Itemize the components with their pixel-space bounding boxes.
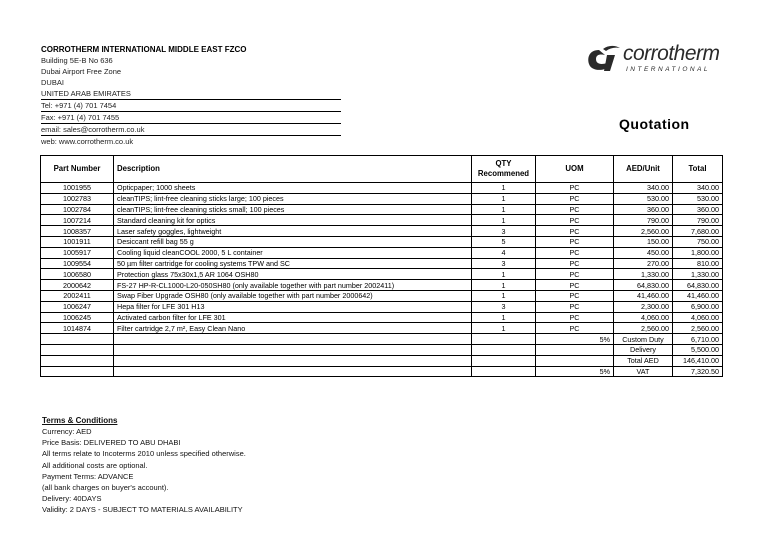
cell-uom: PC: [536, 301, 614, 312]
cell-part-number: 1001911: [41, 236, 114, 247]
cell-qty: 1: [472, 290, 536, 301]
cell-aed-unit: 340.00: [614, 183, 673, 194]
terms-line: All additional costs are optional.: [42, 460, 148, 470]
company-name: CORROTHERM INTERNATIONAL MIDDLE EAST FZCO: [41, 45, 247, 54]
cell-total: 2,560.00: [673, 323, 723, 334]
cell-part-number: 1006247: [41, 301, 114, 312]
cell-aed-unit: 360.00: [614, 204, 673, 215]
cell-description: 50 µm filter cartridge for cooling systems TPW and SC: [114, 258, 472, 269]
cell-qty: 1: [472, 323, 536, 334]
cell-aed-unit: 530.00: [614, 193, 673, 204]
cell-part-number: 1005917: [41, 247, 114, 258]
table-row: [41, 183, 723, 194]
cell-total: 7,680.00: [673, 226, 723, 237]
empty-cell: [41, 355, 114, 366]
summary-value: 5,500.00: [673, 344, 723, 355]
cell-qty: 3: [472, 226, 536, 237]
cell-description: Standard cleaning kit for optics: [114, 215, 472, 226]
cell-part-number: 1002784: [41, 204, 114, 215]
cell-description: Cooling liquid cleanCOOL 2000, 5 L container: [114, 247, 472, 258]
logo-sub-text: INTERNATIONAL: [626, 66, 711, 73]
cell-part-number: 1006245: [41, 312, 114, 323]
cell-uom: PC: [536, 183, 614, 194]
table-row: [41, 236, 723, 247]
summary-label: Total AED: [614, 355, 673, 366]
table-row: [41, 204, 723, 215]
cell-description: Activated carbon filter for LFE 301: [114, 312, 472, 323]
empty-cell: [114, 366, 472, 377]
summary-percent: 5%: [536, 366, 614, 377]
cell-description: Laser safety goggles, lightweight: [114, 226, 472, 237]
cell-part-number: 1007214: [41, 215, 114, 226]
cell-uom: PC: [536, 258, 614, 269]
cell-total: 6,900.00: [673, 301, 723, 312]
cell-aed-unit: 150.00: [614, 236, 673, 247]
cell-qty: 5: [472, 236, 536, 247]
cell-aed-unit: 64,830.00: [614, 280, 673, 291]
summary-percent: [536, 355, 614, 366]
empty-cell: [472, 344, 536, 355]
summary-row: [41, 355, 723, 366]
cell-aed-unit: 2,300.00: [614, 301, 673, 312]
cell-part-number: 2000642: [41, 280, 114, 291]
cell-uom: PC: [536, 193, 614, 204]
cell-uom: PC: [536, 269, 614, 280]
table-row: [41, 280, 723, 291]
cell-qty: 1: [472, 269, 536, 280]
summary-row: [41, 366, 723, 377]
empty-cell: [114, 334, 472, 345]
company-address-line: Building 5E-B No 636: [41, 56, 113, 65]
cell-qty: 3: [472, 258, 536, 269]
col-header-total: Total: [673, 156, 723, 183]
cell-uom: PC: [536, 312, 614, 323]
summary-row: [41, 334, 723, 345]
table-row: [41, 247, 723, 258]
cell-total: 1,800.00: [673, 247, 723, 258]
company-email: email: sales@corrotherm.co.uk: [41, 124, 341, 136]
col-header-description: Description: [114, 156, 472, 183]
company-address-line: Dubai Airport Free Zone: [41, 67, 122, 76]
terms-line: Validity: 2 DAYS - SUBJECT TO MATERIALS AVAILABILITY: [42, 505, 243, 515]
summary-label: Delivery: [614, 344, 673, 355]
cell-uom: PC: [536, 236, 614, 247]
cell-uom: PC: [536, 215, 614, 226]
cell-qty: 1: [472, 312, 536, 323]
cell-total: 4,060.00: [673, 312, 723, 323]
cell-aed-unit: 41,460.00: [614, 290, 673, 301]
cell-uom: PC: [536, 204, 614, 215]
cell-description: cleanTIPS; lint-free cleaning sticks large; 100 pieces: [114, 193, 472, 204]
col-header-aed-unit: AED/Unit: [614, 156, 673, 183]
table-row: [41, 269, 723, 280]
company-city: DUBAI: [41, 78, 64, 87]
cell-total: 810.00: [673, 258, 723, 269]
company-tel: Tel: +971 (4) 701 7454: [41, 100, 341, 112]
empty-cell: [472, 366, 536, 377]
cell-part-number: 1014874: [41, 323, 114, 334]
empty-cell: [41, 334, 114, 345]
table-row: [41, 226, 723, 237]
cell-description: Swap Fiber Upgrade OSH80 (only available together with part number 2000642): [114, 290, 472, 301]
empty-cell: [472, 334, 536, 345]
summary-row: [41, 344, 723, 355]
cell-total: 790.00: [673, 215, 723, 226]
cell-part-number: 1008357: [41, 226, 114, 237]
terms-title: Terms & Conditions: [42, 416, 118, 425]
document-title: Quotation: [619, 116, 690, 132]
empty-cell: [114, 355, 472, 366]
cell-aed-unit: 450.00: [614, 247, 673, 258]
cell-aed-unit: 270.00: [614, 258, 673, 269]
cell-description: FS-27 HP-R-CL1000-L20-050SH80 (only available together with part number 2002411): [114, 280, 472, 291]
terms-line: All terms relate to Incoterms 2010 unless specified otherwise.: [42, 449, 246, 459]
cell-total: 1,330.00: [673, 269, 723, 280]
summary-value: 7,320.50: [673, 366, 723, 377]
summary-label: Custom Duty: [614, 334, 673, 345]
cell-uom: PC: [536, 226, 614, 237]
empty-cell: [472, 355, 536, 366]
cell-qty: 1: [472, 204, 536, 215]
cell-qty: 4: [472, 247, 536, 258]
cell-description: Desiccant refill bag 55 g: [114, 236, 472, 247]
col-header-qty-label: QTY Recommened: [477, 159, 530, 178]
summary-percent: 5%: [536, 334, 614, 345]
table-header-row: [41, 156, 723, 183]
col-header-qty: [472, 156, 536, 183]
cell-part-number: 1001955: [41, 183, 114, 194]
cell-part-number: 1002783: [41, 193, 114, 204]
terms-line: Payment Terms: ADVANCE: [42, 471, 134, 481]
cell-description: Filter cartridge 2,7 m², Easy Clean Nano: [114, 323, 472, 334]
cell-description: cleanTIPS; lint-free cleaning sticks small; 100 pieces: [114, 204, 472, 215]
cell-part-number: 1009554: [41, 258, 114, 269]
cell-qty: 1: [472, 183, 536, 194]
cell-uom: PC: [536, 290, 614, 301]
cell-aed-unit: 1,330.00: [614, 269, 673, 280]
cell-aed-unit: 790.00: [614, 215, 673, 226]
cell-total: 530.00: [673, 193, 723, 204]
cell-total: 340.00: [673, 183, 723, 194]
table-row: [41, 215, 723, 226]
cell-total: 64,830.00: [673, 280, 723, 291]
cell-aed-unit: 2,560.00: [614, 226, 673, 237]
cell-total: 41,460.00: [673, 290, 723, 301]
cell-part-number: 2002411: [41, 290, 114, 301]
summary-value: 146,410.00: [673, 355, 723, 366]
summary-label: VAT: [614, 366, 673, 377]
empty-cell: [41, 344, 114, 355]
table-row: [41, 301, 723, 312]
company-block: [41, 44, 341, 147]
cell-part-number: 1006580: [41, 269, 114, 280]
cell-qty: 1: [472, 193, 536, 204]
terms-line: Price Basis: DELIVERED TO ABU DHABI: [42, 438, 181, 448]
summary-percent: [536, 344, 614, 355]
col-header-part-number: Part Number: [41, 156, 114, 183]
table-row: [41, 193, 723, 204]
cell-uom: PC: [536, 247, 614, 258]
cell-total: 360.00: [673, 204, 723, 215]
cell-qty: 3: [472, 301, 536, 312]
cell-uom: PC: [536, 323, 614, 334]
empty-cell: [41, 366, 114, 377]
company-fax: Fax: +971 (4) 701 7455: [41, 112, 341, 124]
cell-description: Protection glass 75x30x1,5 AR 1064 OSH80: [114, 269, 472, 280]
corrotherm-logo-icon: [585, 44, 621, 74]
terms-line: Delivery: 40DAYS: [42, 494, 102, 504]
terms-line: Currency: AED: [42, 427, 92, 436]
table-row: [41, 312, 723, 323]
table-row: [41, 290, 723, 301]
cell-uom: PC: [536, 280, 614, 291]
summary-value: 6,710.00: [673, 334, 723, 345]
cell-total: 750.00: [673, 236, 723, 247]
col-header-uom: UOM: [536, 156, 614, 183]
table-row: [41, 323, 723, 334]
company-country: UNITED ARAB EMIRATES: [41, 88, 341, 100]
empty-cell: [114, 344, 472, 355]
company-web: web: www.corrotherm.co.uk: [41, 137, 134, 146]
terms-block: [42, 415, 246, 516]
cell-qty: 1: [472, 280, 536, 291]
cell-aed-unit: 2,560.00: [614, 323, 673, 334]
terms-line: (all bank charges on buyer's account).: [42, 482, 169, 492]
table-row: [41, 258, 723, 269]
cell-description: Hepa filter for LFE 301 H13: [114, 301, 472, 312]
logo-brand-text: corrotherm: [623, 42, 720, 65]
cell-description: Opticpaper; 1000 sheets: [114, 183, 472, 194]
corrotherm-logo: [585, 42, 725, 78]
quotation-table: [40, 155, 723, 377]
cell-qty: 1: [472, 215, 536, 226]
cell-aed-unit: 4,060.00: [614, 312, 673, 323]
